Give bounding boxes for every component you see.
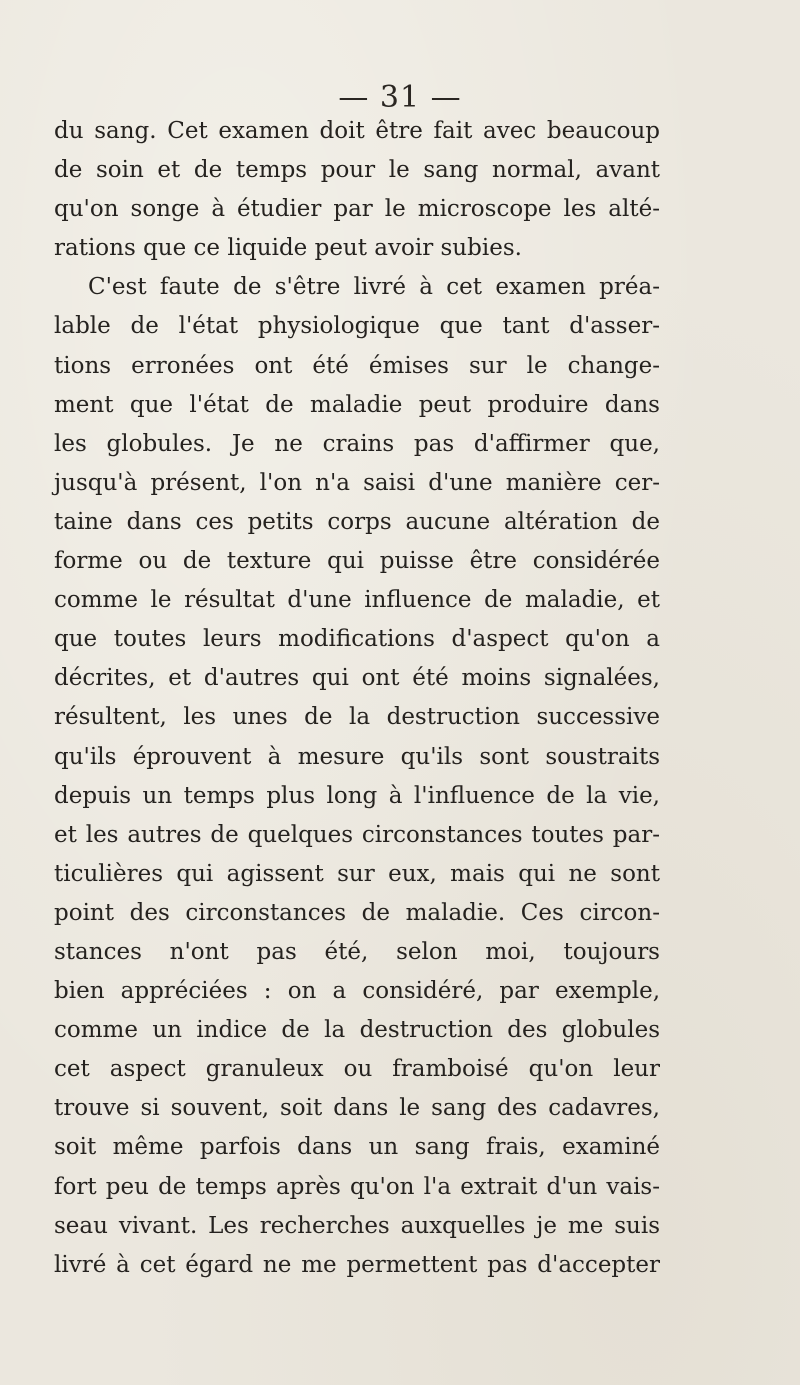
text-line: rations que ce liquide peut avoir subies.: [54, 235, 522, 262]
text-line: bien appréciées : on a considéré, par exemple,: [54, 978, 660, 1005]
text-line: point des circonstances de maladie. Ces circon-: [54, 899, 660, 926]
text-line: décrites, et d'autres qui ont été moins signalées,: [54, 665, 660, 692]
text-line: forme ou de texture qui puisse être considérée: [54, 548, 660, 575]
text-line: qu'on songe à étudier par le microscope les alté-: [54, 196, 660, 223]
text-line: seau vivant. Les recherches auxquelles je me suis: [54, 1212, 660, 1239]
text-line: les globules. Je ne crains pas d'affirmer que,: [54, 430, 660, 457]
text-line: C'est faute de s'être livré à cet examen préa-: [88, 274, 660, 301]
text-line: résultent, les unes de la destruction successive: [54, 704, 660, 731]
text-line: cet aspect granuleux ou framboisé qu'on leur: [54, 1056, 660, 1083]
text-line: taine dans ces petits corps aucune altération de: [54, 508, 660, 535]
text-line: comme le résultat d'une influence de maladie, et: [54, 587, 660, 614]
text-line: depuis un temps plus long à l'influence de la vie,: [54, 782, 660, 809]
page-number: — 31 —: [338, 80, 462, 115]
body-text: [54, 112, 660, 1285]
text-line: qu'ils éprouvent à mesure qu'ils sont soustraits: [54, 743, 660, 770]
text-line: lable de l'état physiologique que tant d'asser-: [54, 313, 660, 340]
text-line: tions erronées ont été émises sur le change-: [54, 352, 660, 379]
text-line: livré à cet égard ne me permettent pas d'accepter: [54, 1251, 660, 1278]
text-line: soit même parfois dans un sang frais, examiné: [54, 1134, 660, 1161]
text-line: stances n'ont pas été, selon moi, toujours: [54, 938, 660, 965]
text-line: trouve si souvent, soit dans le sang des cadavres,: [54, 1095, 660, 1122]
text-line: ticulières qui agissent sur eux, mais qui ne sont: [54, 860, 660, 887]
text-line: de soin et de temps pour le sang normal, avant: [54, 157, 660, 184]
text-line: fort peu de temps après qu'on l'a extrait d'un vais-: [54, 1173, 660, 1200]
text-line: que toutes leurs modifications d'aspect qu'on a: [54, 626, 660, 653]
text-line: et les autres de quelques circonstances toutes par-: [54, 821, 660, 848]
text-line: ment que l'état de maladie peut produire dans: [54, 391, 660, 418]
text-line: du sang. Cet examen doit être fait avec beaucoup: [54, 118, 660, 144]
text-line: jusqu'à présent, l'on n'a saisi d'une manière cer-: [54, 469, 660, 496]
text-line: comme un indice de la destruction des globules: [54, 1017, 660, 1044]
